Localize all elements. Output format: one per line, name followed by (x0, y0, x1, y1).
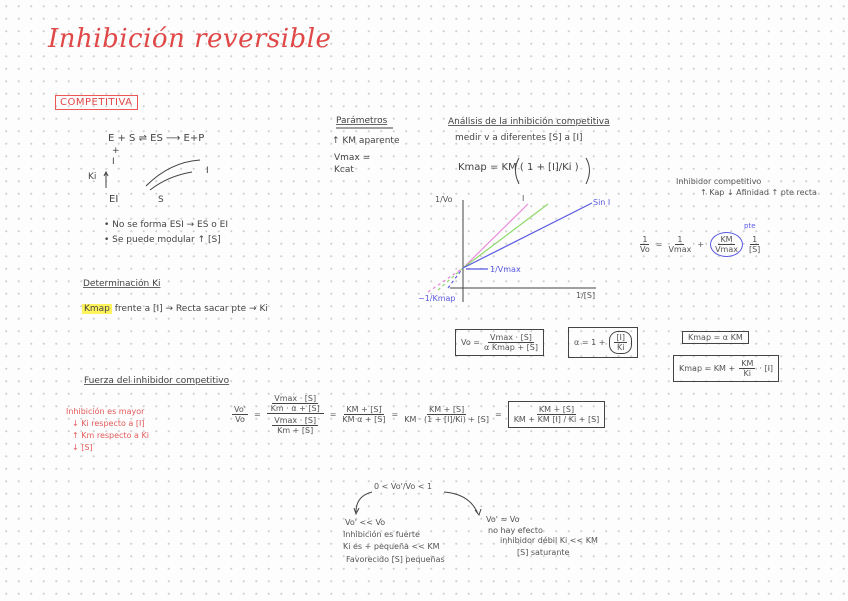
ratio-f3-den: KM · (1 + [I]/Ki) + [S] (404, 415, 489, 424)
graph-line-pink (463, 204, 528, 268)
kmap-highlight: Kmap (84, 304, 110, 314)
ratio-eq-4: = (494, 410, 502, 419)
ratio-eq-3: = (391, 410, 399, 419)
graph-xlabel: 1/[S] (576, 291, 596, 300)
kmap-full-den: Ki (743, 369, 752, 378)
bottom-left-1: Vo' << Vo (345, 518, 386, 527)
ratio-big-num-den: Km · α + [S] (270, 404, 320, 413)
lb-plus: + (697, 240, 705, 249)
ratio-eq-2: = (329, 410, 337, 419)
ratio-big-den-num: Vmax · [S] (274, 416, 317, 425)
scheme-plus: + (112, 146, 120, 156)
parametros-kcat: Kcat (334, 165, 354, 175)
lb-lhs-num: 1 (642, 235, 648, 244)
ratio-lhs-num: Vo' (234, 405, 246, 414)
mm-num: Vmax · [S] (490, 333, 532, 342)
lb-t2-num: KM (720, 235, 733, 244)
graph-line-sin-label: Sin I (593, 198, 611, 207)
alpha-den: Ki (616, 343, 625, 352)
lb-t3-den: [S] (748, 245, 761, 254)
bottom-right-2: no hay efecto (488, 526, 543, 535)
fuerza-heading: Fuerza del inhibidor competitivo (84, 376, 230, 386)
graph-line-green (463, 204, 548, 268)
ratio-lhs-den: Vo (235, 415, 245, 424)
graph-yint-label: 1/Vmax (490, 265, 521, 274)
ratio-f3-num: KM + [S] (428, 405, 465, 414)
graph-line-sin-i (463, 203, 592, 268)
lb-lhs-den: Vo (640, 245, 650, 254)
scheme-i-small: I (206, 166, 209, 176)
scheme-curve-arrow-2 (150, 172, 192, 190)
page-title: Inhibición reversible (48, 24, 332, 54)
bottom-arrow-right (444, 492, 478, 514)
mm-den: α Kmap + [S] (484, 343, 538, 352)
lb-t2-den: Vmax (715, 245, 738, 254)
bottom-right-1: Vo' ≈ Vo (486, 515, 520, 524)
scheme-s-small: S (158, 195, 164, 205)
note-modular: • Se puede modular ↑ [S] (104, 235, 221, 245)
bottom-right-3: inhibidor débil Ki << KM (500, 536, 598, 545)
ratio-f2-num: KM + [S] (346, 405, 382, 414)
lb-t1-den: Vmax (668, 245, 692, 254)
scheme-ki: Ki (88, 172, 97, 182)
kmap-full-num: KM (741, 359, 754, 368)
determinacion-heading: Determinación Ki (83, 279, 161, 289)
graph-dash-green (438, 268, 463, 290)
parametros-vmax: Vmax = (334, 153, 371, 163)
ratio-big-num-num: Vmax · [S] (274, 394, 317, 403)
graph-ylabel: 1/Vo (435, 195, 453, 204)
inhibidor-note-1: Inhibidor competitivo (676, 177, 762, 186)
ratio-range: 0 < Vo'/Vo < 1 (374, 482, 433, 491)
alpha-num: [I] (616, 333, 626, 342)
ratio-big-den-den: Km + [S] (277, 426, 314, 435)
paren-left (516, 158, 520, 184)
scheme-inhibitor: I (112, 157, 115, 167)
parametros-km: ↑ KM aparente (332, 136, 400, 146)
fuerza-red-1: Inhibición es mayor (66, 407, 145, 416)
bottom-left-3: Ki es + pequeña << KM (343, 542, 440, 551)
kmap-alpha-box: Kmap = α KM (682, 331, 749, 344)
determinacion-rest: frente a [I] → Recta sacar pte → Ki (114, 304, 268, 314)
fuerza-red-3: ↑ Km respecto a Ki (72, 431, 149, 440)
lb-t1-num: 1 (677, 235, 683, 244)
mm-lhs: Vo = (461, 338, 480, 347)
bottom-left-2: Inhibición es fuerte (343, 530, 420, 539)
graph-dash-blue (448, 268, 463, 288)
paren-right (586, 158, 590, 184)
kmap-full-lhs: Kmap = KM + (679, 364, 736, 373)
kmap-equation: Kmap = KM ( 1 + [I]/Ki ) (458, 162, 579, 173)
ratio-f4-den: KM + KM [I] / Ki + [S] (513, 415, 600, 424)
bottom-right-4: [S] saturante (517, 548, 570, 557)
analisis-heading: Análisis de la inhibición competitiva (448, 117, 610, 127)
lb-eq-sign: = (655, 240, 663, 249)
fuerza-red-4: ↓ [S] (72, 443, 93, 452)
graph-line-i-label: I (522, 194, 525, 203)
ratio-eq-1: = (253, 410, 261, 419)
inhibidor-note-2: ↑ Kap ↓ Afinidad ↑ pte recta (700, 188, 817, 197)
kmap-full-tail: · [I] (759, 364, 774, 373)
ratio-f2-den: KM α + [S] (342, 415, 386, 424)
analisis-subtitle: medir v a diferentes [S] a [I] (455, 133, 583, 143)
parametros-heading: Parámetros (336, 116, 388, 126)
bottom-left-4: Favorecido [S] pequeñas (346, 555, 445, 564)
graph-xint-label: −1/Kmap (418, 294, 456, 303)
reaction-scheme: E + S ⇌ ES ⟶ E+P (108, 133, 205, 144)
section-label-competitiva: COMPETITIVA (55, 95, 138, 110)
lb-pte-label: pte (744, 222, 756, 230)
ratio-f4-num: KM + [S] (538, 405, 575, 414)
scheme-curve-arrow-1 (146, 160, 200, 186)
note-no-esi: • No se forma ESI → ES o EI (104, 220, 229, 230)
lb-t3-num: 1 (752, 235, 758, 244)
scheme-ei: EI (109, 194, 119, 205)
fuerza-red-2: ↓ Ki respecto a [I] (72, 419, 145, 428)
alpha-lhs: α = 1 + (574, 338, 606, 347)
